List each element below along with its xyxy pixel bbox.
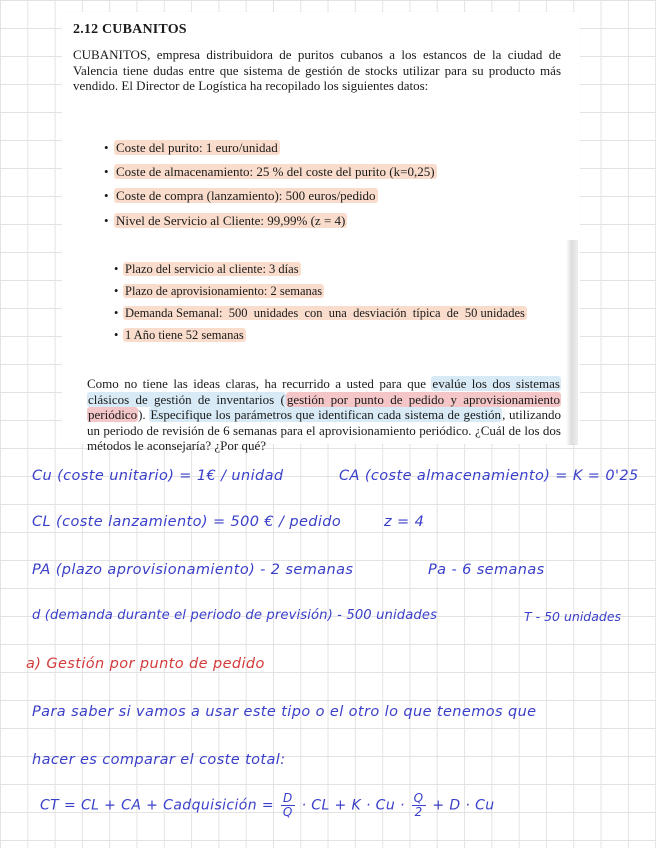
list-item: • Plazo del servicio al cliente: 3 días [114, 262, 299, 276]
note-z-value: z = 4 [384, 514, 425, 530]
note-section-heading: a) Gestión por punto de pedido [26, 656, 265, 672]
list-item: • Coste de almacenamiento: 25 % del coste del purito (k=0,25) [104, 164, 435, 180]
note-review-period: Pa - 6 semanas [428, 562, 545, 578]
list-item: • Nivel de Servicio al Cliente: 99,99% (z = 4) [104, 212, 346, 228]
total-cost-formula: CT = CL + CA + Cadquisición = $\frac{D}{Q}$ · CL + K · Cu · $\frac{Q}{2}$ + D · Cu [40, 791, 495, 819]
intro-paragraph: CUBANITOS, empresa distribuidora de puritos cubanos a los estancos de la ciudad de Valencia tiene dudas entre que sistema de gestión de stocks utilizar para su producto más vendido. El Director de Logística ha recopilado los siguientes datos: [73, 47, 561, 93]
note-unit-cost: Cu (coste unitario) = 1€ / unidad [32, 468, 284, 484]
note-demand: d (demanda durante el periodo de previsión) - 500 unidades [32, 608, 438, 623]
list-item: • 1 Año tiene 52 semanas [114, 328, 244, 342]
note-explanation-1: Para saber si vamos a usar este tipo o el otro lo que tenemos que [32, 704, 537, 720]
note-explanation-2: hacer es comparar el coste total: [32, 752, 286, 768]
section-title: 2.12 CUBANITOS [73, 22, 187, 37]
scan-shadow [566, 240, 578, 445]
list-item: • Demanda Semanal: 500 unidades con una desviación típica de 50 unidades [114, 306, 525, 320]
data-list-a [104, 140, 554, 237]
note-holding-cost: CA (coste almacenamiento) = K = 0'25 [339, 468, 639, 484]
fraction-d-over-q: $\frac{D}{Q}$ [282, 791, 293, 819]
list-item: • Plazo de aprovisionamiento: 2 semanas [114, 284, 323, 298]
data-list-b [114, 261, 561, 349]
scanned-exercise [62, 12, 580, 453]
list-item: • Coste de compra (lanzamiento): 500 euros/pedido [104, 188, 376, 204]
list-item: • Coste del purito: 1 euro/unidad [104, 140, 278, 155]
note-order-cost: CL (coste lanzamiento) = 500 € / pedido [32, 514, 342, 530]
question-paragraph: Como no tiene las ideas claras, ha recurrido a usted para que evalúe los dos sistemas clásicos de gestión de inventarios ( gestión por punto de pedido y aprovisionamiento periódico). Especifique los parámetros que identifican cada sistema de gestión, utilizando un periodo de revisión de 6 semanas para el aprovisionamiento periódico. ¿Cuál de los dos métodos le aconsejaría? ¿Por qué? [87, 376, 561, 453]
note-std-dev: T - 50 unidades [524, 609, 622, 624]
fraction-q-over-2: $\frac{Q}{2}$ [413, 791, 424, 819]
note-lead-time: PA (plazo aprovisionamiento) - 2 semanas [32, 562, 354, 578]
